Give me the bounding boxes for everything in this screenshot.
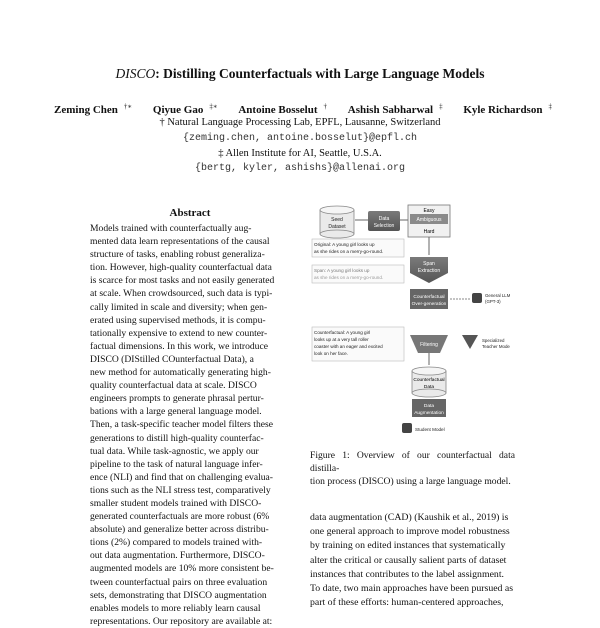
student-icon	[402, 423, 412, 433]
affiliation-2: ‡ Allen Institute for AI, Seattle, U.S.A.	[218, 148, 382, 159]
abstract-line: generated counterfactuals are more robust (6%	[90, 511, 270, 523]
abstract-line: pipeline to the task of natural language infer-	[90, 458, 263, 470]
counterfactual-example: Counterfactual: A young girl	[314, 330, 371, 335]
caption-line: Figure 1: Overview of our counterfactual data distilla-	[310, 450, 515, 474]
author: Ashish Sabharwal ‡	[347, 102, 443, 116]
hard-label: Hard	[423, 229, 435, 235]
general-llm-label: General LLM	[485, 293, 510, 298]
svg-text:looks up at a very tall roller: looks up at a very tall roller	[314, 337, 369, 342]
abstract-line: structure of tasks, enabling robust generaliza-	[90, 249, 265, 261]
abstract-line: tion. However, high-quality counterfactual data	[90, 262, 272, 274]
span-example: Span: A young girl looks up	[314, 268, 370, 273]
abstract-line: absolute) and generalize better across distribu-	[90, 524, 269, 536]
abstract-heading: Abstract	[169, 207, 211, 219]
abstract-line: Then, a task-specific teacher model filters these	[90, 419, 273, 431]
svg-text:Filtering: Filtering	[420, 342, 438, 348]
abstract-line: new method for automatically generating high-	[90, 367, 271, 379]
figure-caption	[310, 449, 515, 488]
svg-text:(GPT-3): (GPT-3)	[485, 299, 501, 304]
abstract-line: DISCO (DIStilled COunterfactual Data), a	[90, 353, 254, 365]
title-rest: : Distilling Counterfactuals with Large Language Models	[155, 66, 485, 81]
body-text	[310, 511, 520, 610]
teacher-label: Specialized	[482, 338, 505, 343]
abstract-line: tions such as the NLI stress test, comparatively	[90, 484, 271, 496]
abstract-line: quality counterfactual data at scale. DISCO	[90, 380, 257, 392]
svg-text:Data: Data	[378, 216, 390, 222]
abstract-line: out data augmentation. Furthermore, DISCO-	[90, 550, 265, 562]
svg-text:Counterfactual: Counterfactual	[413, 378, 445, 383]
figure-1	[310, 203, 510, 443]
abstract-line: smaller student models trained with DISCO-	[90, 497, 262, 509]
svg-text:Selection: Selection	[373, 223, 395, 229]
abstract-line: erated using supervised methods, it is compu-	[90, 314, 266, 326]
abstract-line: tationally expensive to extend to new counter-	[90, 327, 268, 339]
svg-text:as she rides on a merry-go-rou: as she rides on a merry-go-round.	[314, 249, 384, 254]
seed-dataset-icon	[320, 206, 354, 238]
svg-text:as she rides on a merry-go-rou: as she rides on a merry-go-round.	[314, 275, 384, 280]
abstract-line: sets, demonstrating that DISCO augmentation	[90, 589, 267, 601]
svg-text:Extraction: Extraction	[417, 268, 441, 274]
abstract-line: factual dimensions. In this work, we introduce	[90, 340, 268, 352]
caption-line: tion process (DISCO) using a large language model.	[310, 476, 511, 487]
teacher-icon	[462, 335, 478, 349]
abstract-line: cally limited in scale and diversity; when gen-	[90, 301, 268, 313]
svg-text:coaster with an eager and exci: coaster with an eager and excited	[314, 344, 383, 349]
affiliation-1: † Natural Language Processing Lab, EPFL, Lausanne, Switzerland	[159, 117, 441, 128]
svg-text:Data: Data	[423, 404, 435, 409]
author: Qiyue Gao ‡∗	[152, 102, 218, 116]
seed-label: Seed	[331, 217, 343, 223]
abstract-line: at scale. When crowdsourced, such data is typi-	[90, 288, 273, 300]
cf-data-icon	[412, 367, 446, 397]
abstract-line: mented data learn representations of the causal	[90, 236, 270, 248]
author: Antoine Bosselut †	[238, 102, 328, 116]
abstract-line: is scarce for most tasks and not easily generated	[90, 275, 275, 287]
svg-text:Counterfactual: Counterfactual	[413, 295, 445, 300]
email-2: {bertg, kyler, ashishs}@allenai.org	[194, 163, 406, 174]
body-line: instances that contributes to the label assignment.	[310, 568, 504, 580]
abstract-line: ence (NLI) and find that on challenging evalua-	[90, 471, 274, 483]
llm-icon	[472, 293, 482, 303]
author: Kyle Richardson ‡	[463, 102, 552, 116]
easy-label: Easy	[423, 208, 435, 214]
ambiguous-label: Ambiguous	[416, 217, 442, 223]
abstract-line: representations. Our repository are available at:	[90, 615, 273, 627]
svg-text:Dataset: Dataset	[328, 224, 346, 230]
student-label: Student Model	[415, 427, 445, 432]
abstract-line: enables models to more reliably learn causal	[90, 602, 261, 614]
abstract-line: generations to distill high-quality counterfac-	[90, 432, 264, 444]
title-name: DISCO	[115, 66, 156, 81]
abstract-line: augmented models are 10% more consistent be-	[90, 563, 274, 575]
abstract-line: tions (2%) compared to models trained with-	[90, 537, 263, 549]
svg-text:Span: Span	[423, 261, 435, 267]
body-line: by training on edited instances that systematically	[310, 540, 506, 552]
body-line: To date, two main approaches have been pursued as	[310, 583, 514, 595]
email-1: {zeming.chen, antoine.bosselut}@epfl.ch	[182, 133, 418, 144]
body-line: alter the critical or causally salient parts of dataset	[310, 554, 507, 566]
abstract-line: bations with a large general language model.	[90, 406, 262, 418]
svg-text:Data: Data	[423, 385, 435, 390]
body-line: data augmentation (CAD) (Kaushik et al., 2019) is	[310, 512, 509, 523]
paper-title	[0, 66, 600, 82]
abstract-line: tual data. While task-agnostic, we apply our	[90, 445, 259, 457]
abstract-line: engineers prompts to generate phrasal pertur-	[90, 393, 264, 405]
abstract-text	[90, 222, 286, 628]
abstract-line: tween counterfactual pairs on three evaluation	[90, 576, 268, 588]
author: Zeming Chen †∗	[54, 102, 133, 116]
svg-text:Augmentation: Augmentation	[414, 411, 444, 416]
svg-text:look on her face.: look on her face.	[314, 351, 348, 356]
abstract-line: Models trained with counterfactually aug-	[90, 223, 252, 234]
body-line: one general approach to improve model robustness	[310, 526, 510, 538]
body-line: part of these efforts: human-centered approaches,	[310, 597, 504, 609]
original-example: Original: A young girl looks up	[314, 242, 375, 247]
svg-text:Over-generation: Over-generation	[411, 302, 447, 307]
author-list	[0, 102, 600, 116]
svg-text:Teacher Model: Teacher Model	[482, 344, 510, 349]
